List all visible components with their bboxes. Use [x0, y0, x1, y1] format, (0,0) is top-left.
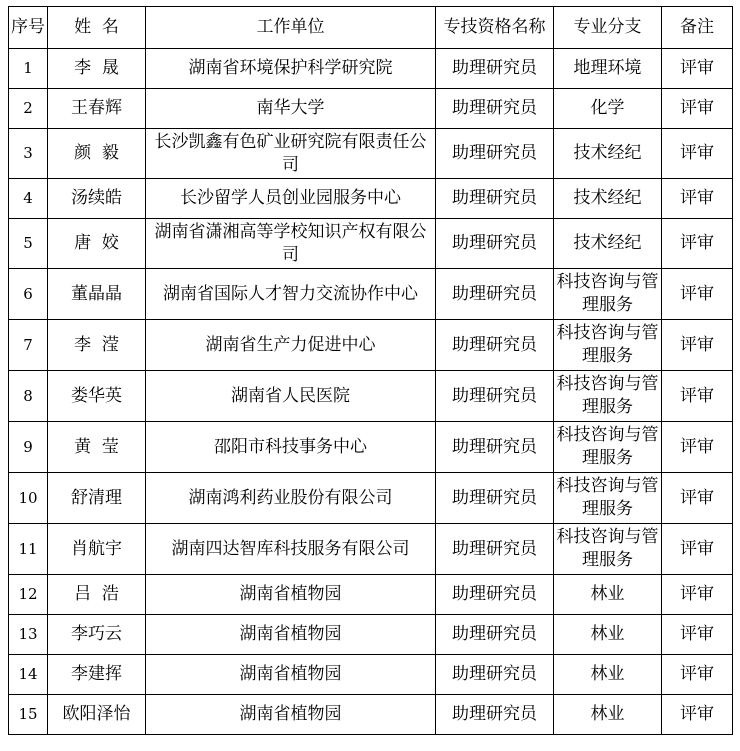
- cell-name: 吕 浩: [48, 575, 146, 615]
- cell-name: 李 滢: [48, 320, 146, 371]
- cell-seq: 1: [9, 49, 48, 89]
- cell-name: 颜 毅: [48, 129, 146, 179]
- cell-major: 地理环境: [554, 49, 662, 89]
- table-row: [9, 129, 733, 179]
- cell-qualification: 助理研究员: [436, 320, 554, 371]
- cell-unit: 湖南省植物园: [146, 695, 436, 735]
- header-name: 姓 名: [48, 7, 146, 49]
- cell-qualification: 助理研究员: [436, 129, 554, 179]
- table-row: [9, 473, 733, 524]
- table-row: [9, 49, 733, 89]
- cell-major: 技术经纪: [554, 129, 662, 179]
- cell-unit: 湖南省生产力促进中心: [146, 320, 436, 371]
- table-row: [9, 320, 733, 371]
- table-row: [9, 219, 733, 269]
- table-body: [9, 49, 733, 735]
- cell-name: 唐 姣: [48, 219, 146, 269]
- cell-major: 林业: [554, 575, 662, 615]
- cell-major: 技术经纪: [554, 179, 662, 219]
- cell-seq: 2: [9, 89, 48, 129]
- cell-major: 科技咨询与管理服务: [554, 524, 662, 575]
- cell-name: 舒清理: [48, 473, 146, 524]
- cell-major: 科技咨询与管理服务: [554, 473, 662, 524]
- cell-qualification: 助理研究员: [436, 575, 554, 615]
- cell-unit: 湖南四达智库科技服务有限公司: [146, 524, 436, 575]
- cell-name: 李巧云: [48, 615, 146, 655]
- cell-qualification: 助理研究员: [436, 179, 554, 219]
- cell-remark: 评审: [662, 49, 733, 89]
- cell-name: 董晶晶: [48, 269, 146, 320]
- cell-qualification: 助理研究员: [436, 524, 554, 575]
- cell-name: 李建挥: [48, 655, 146, 695]
- cell-major: 科技咨询与管理服务: [554, 422, 662, 473]
- table-row: [9, 269, 733, 320]
- cell-unit: 湖南省国际人才智力交流协作中心: [146, 269, 436, 320]
- cell-unit: 邵阳市科技事务中心: [146, 422, 436, 473]
- header-major: 专业分支: [554, 7, 662, 49]
- cell-major: 科技咨询与管理服务: [554, 269, 662, 320]
- cell-seq: 5: [9, 219, 48, 269]
- cell-remark: 评审: [662, 371, 733, 422]
- cell-seq: 4: [9, 179, 48, 219]
- header-qualification: 专技资格名称: [436, 7, 554, 49]
- cell-remark: 评审: [662, 695, 733, 735]
- cell-unit: 湖南省潇湘高等学校知识产权有限公司: [146, 219, 436, 269]
- cell-seq: 3: [9, 129, 48, 179]
- table-row: [9, 179, 733, 219]
- table-row: [9, 695, 733, 735]
- cell-seq: 11: [9, 524, 48, 575]
- cell-remark: 评审: [662, 320, 733, 371]
- cell-major: 林业: [554, 615, 662, 655]
- cell-seq: 6: [9, 269, 48, 320]
- cell-unit: 湖南省环境保护科学研究院: [146, 49, 436, 89]
- cell-name: 肖航宇: [48, 524, 146, 575]
- cell-name: 欧阳泽怡: [48, 695, 146, 735]
- cell-unit: 湖南省植物园: [146, 575, 436, 615]
- cell-seq: 14: [9, 655, 48, 695]
- cell-remark: 评审: [662, 422, 733, 473]
- cell-remark: 评审: [662, 473, 733, 524]
- cell-unit: 湖南省人民医院: [146, 371, 436, 422]
- cell-seq: 12: [9, 575, 48, 615]
- cell-unit: 湖南省植物园: [146, 655, 436, 695]
- cell-qualification: 助理研究员: [436, 422, 554, 473]
- cell-unit: 南华大学: [146, 89, 436, 129]
- cell-remark: 评审: [662, 575, 733, 615]
- table-row: [9, 655, 733, 695]
- cell-qualification: 助理研究员: [436, 269, 554, 320]
- cell-name: 李 晟: [48, 49, 146, 89]
- cell-remark: 评审: [662, 89, 733, 129]
- cell-major: 科技咨询与管理服务: [554, 320, 662, 371]
- cell-qualification: 助理研究员: [436, 655, 554, 695]
- cell-unit: 长沙凯鑫有色矿业研究院有限责任公司: [146, 129, 436, 179]
- cell-name: 王春辉: [48, 89, 146, 129]
- cell-remark: 评审: [662, 615, 733, 655]
- header-unit: 工作单位: [146, 7, 436, 49]
- cell-major: 科技咨询与管理服务: [554, 371, 662, 422]
- cell-name: 汤续皓: [48, 179, 146, 219]
- cell-unit: 湖南省植物园: [146, 615, 436, 655]
- table-row: [9, 524, 733, 575]
- cell-name: 黄 莹: [48, 422, 146, 473]
- table-row: [9, 615, 733, 655]
- cell-qualification: 助理研究员: [436, 371, 554, 422]
- table-row: [9, 89, 733, 129]
- cell-seq: 10: [9, 473, 48, 524]
- cell-major: 林业: [554, 655, 662, 695]
- table-row: [9, 371, 733, 422]
- cell-qualification: 助理研究员: [436, 89, 554, 129]
- cell-qualification: 助理研究员: [436, 219, 554, 269]
- cell-seq: 15: [9, 695, 48, 735]
- personnel-table: [8, 6, 733, 735]
- cell-name: 娄华英: [48, 371, 146, 422]
- header-seq: 序号: [9, 7, 48, 49]
- table-row: [9, 422, 733, 473]
- cell-major: 化学: [554, 89, 662, 129]
- cell-seq: 7: [9, 320, 48, 371]
- cell-qualification: 助理研究员: [436, 473, 554, 524]
- table-header-row: [9, 7, 733, 49]
- cell-unit: 长沙留学人员创业园服务中心: [146, 179, 436, 219]
- cell-major: 林业: [554, 695, 662, 735]
- header-remark: 备注: [662, 7, 733, 49]
- cell-remark: 评审: [662, 269, 733, 320]
- cell-unit: 湖南鸿利药业股份有限公司: [146, 473, 436, 524]
- cell-seq: 13: [9, 615, 48, 655]
- cell-seq: 9: [9, 422, 48, 473]
- cell-qualification: 助理研究员: [436, 49, 554, 89]
- cell-remark: 评审: [662, 129, 733, 179]
- cell-remark: 评审: [662, 179, 733, 219]
- cell-remark: 评审: [662, 524, 733, 575]
- table-row: [9, 575, 733, 615]
- cell-qualification: 助理研究员: [436, 615, 554, 655]
- cell-remark: 评审: [662, 219, 733, 269]
- cell-seq: 8: [9, 371, 48, 422]
- cell-remark: 评审: [662, 655, 733, 695]
- cell-major: 技术经纪: [554, 219, 662, 269]
- cell-qualification: 助理研究员: [436, 695, 554, 735]
